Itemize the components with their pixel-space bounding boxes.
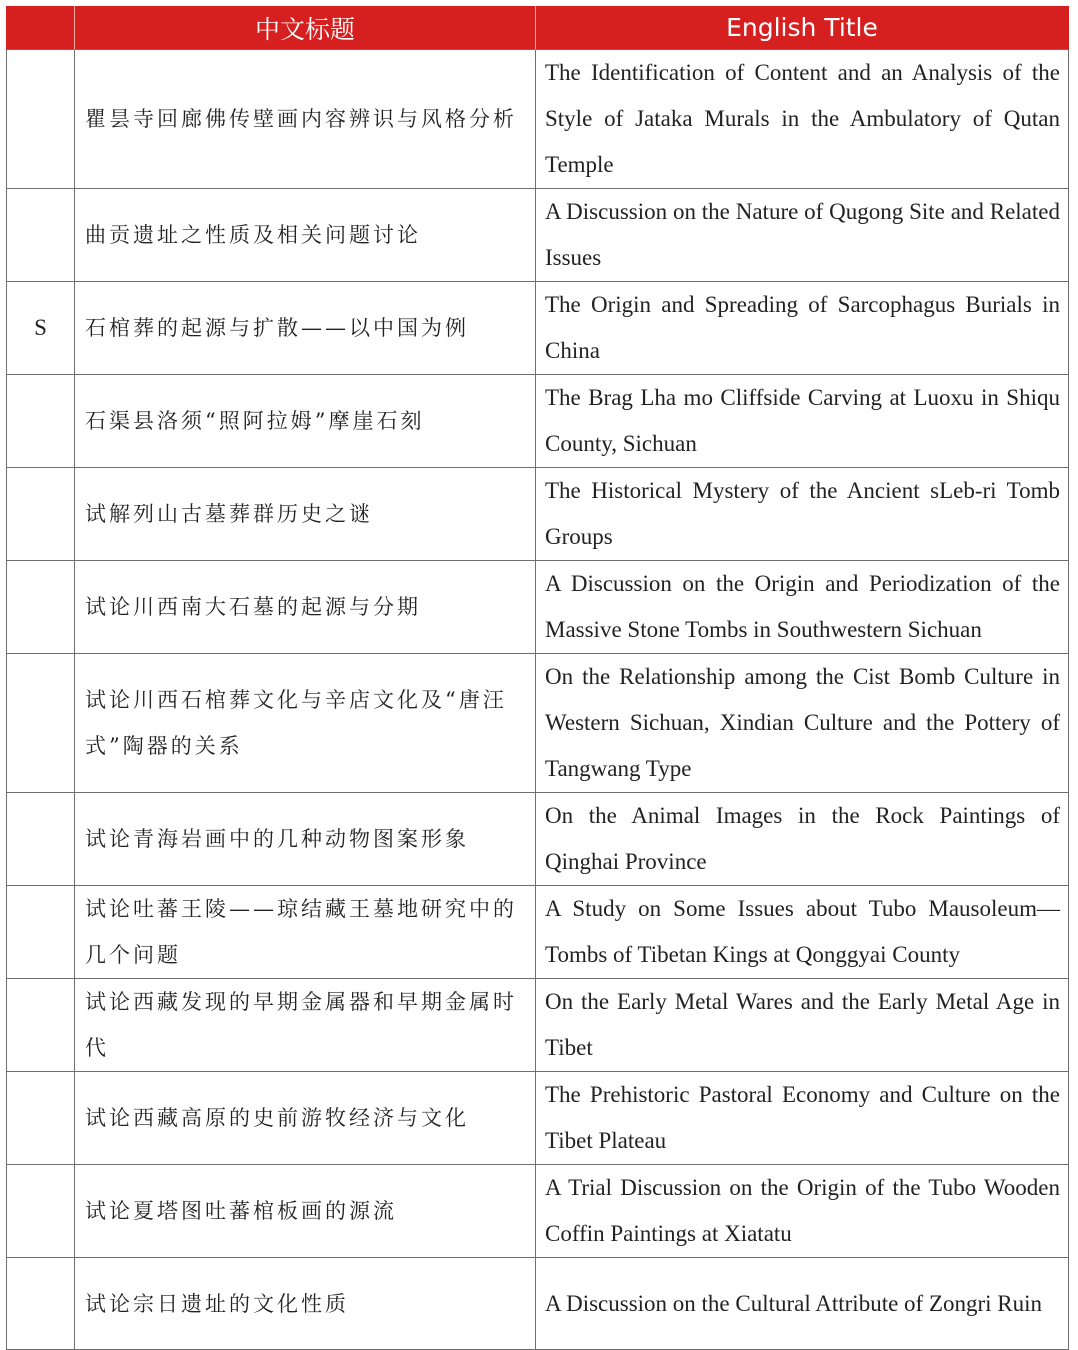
index-letter-cell [7,561,75,654]
english-title-cell: On the Early Metal Wares and the Early Metal Age in Tibet [536,979,1069,1072]
chinese-title-cell: 试论西藏发现的早期金属器和早期金属时代 [75,979,536,1072]
table-row [7,793,1069,886]
table-row [7,1258,1069,1350]
chinese-title-cell: 试论吐蕃王陵——琼结藏王墓地研究中的几个问题 [75,886,536,979]
index-letter-cell [7,189,75,282]
index-letter-cell [7,793,75,886]
chinese-title-cell: 曲贡遗址之性质及相关问题讨论 [75,189,536,282]
index-letter-cell [7,1165,75,1258]
table-row [7,654,1069,793]
index-letter-cell [7,468,75,561]
header-letter-cell [7,6,75,50]
index-letter-cell [7,50,75,189]
table-row [7,886,1069,979]
chinese-title-cell: 试论青海岩画中的几种动物图案形象 [75,793,536,886]
chinese-title-cell: 石渠县洛须“照阿拉姆”摩崖石刻 [75,375,536,468]
table-row [7,50,1069,189]
english-title-cell: A Trial Discussion on the Origin of the Tubo Wooden Coffin Paintings at Xiatatu [536,1165,1069,1258]
chinese-title-cell: 石棺葬的起源与扩散——以中国为例 [75,282,536,375]
chinese-title-cell: 试解列山古墓葬群历史之谜 [75,468,536,561]
english-title-cell: The Origin and Spreading of Sarcophagus Burials in China [536,282,1069,375]
table-body [7,50,1069,1350]
index-letter-cell [7,979,75,1072]
english-title-cell: The Identification of Content and an Analysis of the Style of Jataka Murals in the Ambulatory of Qutan Temple [536,50,1069,189]
index-letter-cell [7,375,75,468]
chinese-title-cell: 试论夏塔图吐蕃棺板画的源流 [75,1165,536,1258]
table-row [7,979,1069,1072]
english-title-cell: A Discussion on the Nature of Qugong Site and Related Issues [536,189,1069,282]
english-title-cell: The Brag Lha mo Cliffside Carving at Luoxu in Shiqu County, Sichuan [536,375,1069,468]
index-letter-cell [7,886,75,979]
table-row [7,375,1069,468]
chinese-title-cell: 试论宗日遗址的文化性质 [75,1258,536,1350]
header-row [7,6,1069,50]
chinese-title-cell: 试论川西石棺葬文化与辛店文化及“唐汪式”陶器的关系 [75,654,536,793]
index-letter-cell [7,1072,75,1165]
english-title-cell: A Study on Some Issues about Tubo Mausoleum—Tombs of Tibetan Kings at Qonggyai County [536,886,1069,979]
chinese-title-cell: 试论西藏高原的史前游牧经济与文化 [75,1072,536,1165]
english-title-cell: A Discussion on the Origin and Periodization of the Massive Stone Tombs in Southwestern Sichuan [536,561,1069,654]
index-letter-cell [7,1258,75,1350]
table-row [7,1072,1069,1165]
chinese-title-cell: 瞿昙寺回廊佛传壁画内容辨识与风格分析 [75,50,536,189]
english-title-cell: The Historical Mystery of the Ancient sLeb-ri Tomb Groups [536,468,1069,561]
table-row [7,189,1069,282]
title-index-table [6,6,1069,1350]
english-title-cell: A Discussion on the Cultural Attribute of Zongri Ruin [536,1258,1069,1350]
title-index-page [6,6,1068,1350]
english-title-cell: On the Animal Images in the Rock Paintings of Qinghai Province [536,793,1069,886]
english-title-cell: On the Relationship among the Cist Bomb Culture in Western Sichuan, Xindian Culture and the Pottery of Tangwang Type [536,654,1069,793]
table-row [7,468,1069,561]
chinese-title-cell: 试论川西南大石墓的起源与分期 [75,561,536,654]
index-letter-cell: S [7,282,75,375]
header-english-title: English Title [536,6,1069,50]
table-row [7,282,1069,375]
header-chinese-title: 中文标题 [75,6,536,50]
index-letter-cell [7,654,75,793]
table-row [7,1165,1069,1258]
table-header [7,6,1069,50]
table-row [7,561,1069,654]
english-title-cell: The Prehistoric Pastoral Economy and Culture on the Tibet Plateau [536,1072,1069,1165]
